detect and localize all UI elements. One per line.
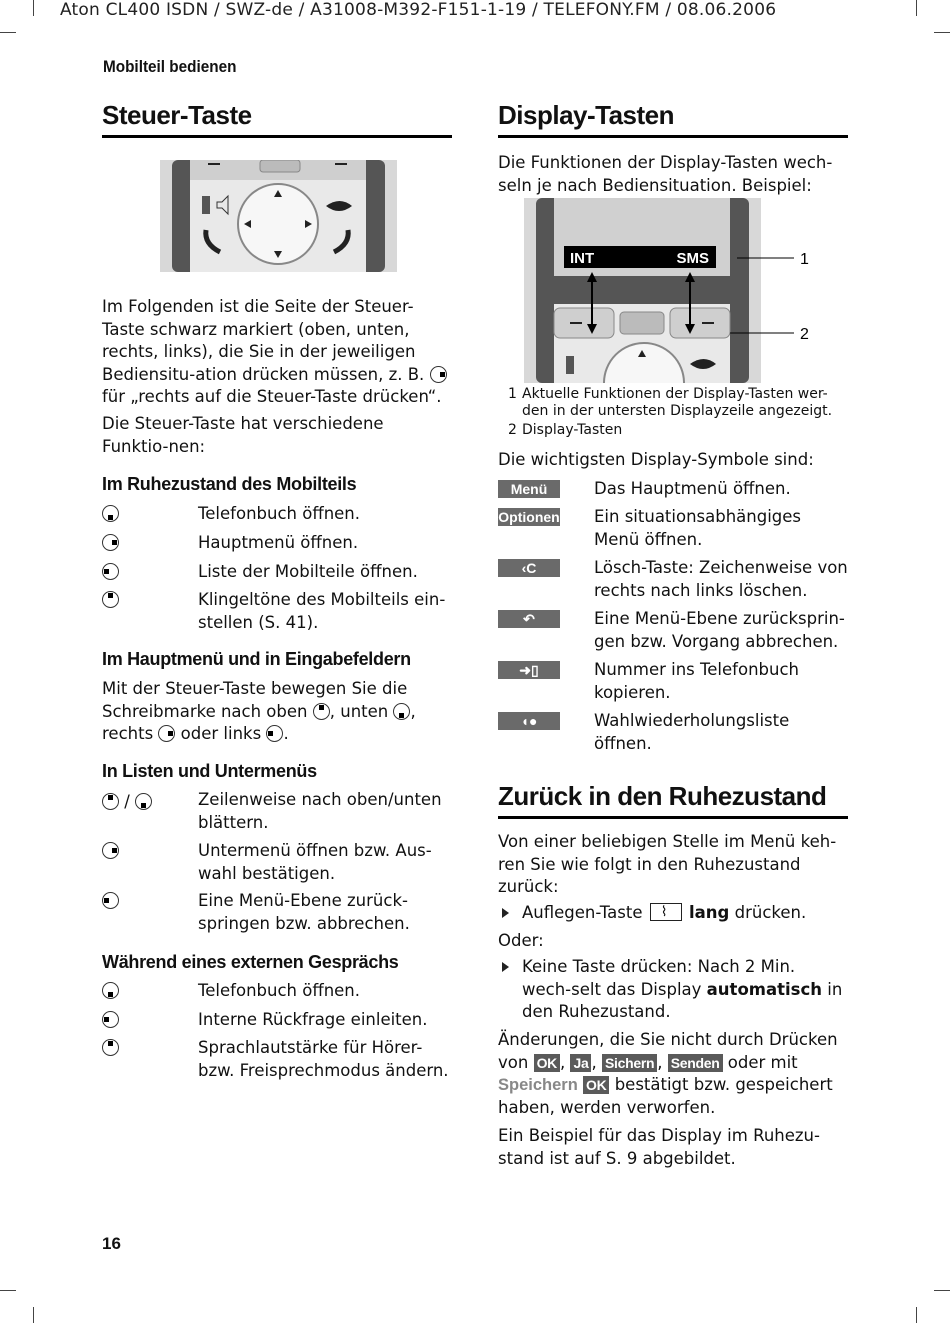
bullet-timeout: Keine Taste drücken: Nach 2 Min. wech-selt das Display automatisch in den Ruhezustand. [498,956,848,1024]
soft-key-label-left: INT [570,250,595,267]
menu-key-icon: Menü [498,480,560,498]
back-key-icon: ↶ [498,610,560,628]
crop-mark [934,32,950,33]
options-key-icon: Optionen [498,509,560,525]
ok-key-label: OK [534,1054,560,1072]
bullet-arrow-icon [502,962,509,972]
page-number: 16 [102,1234,121,1253]
crop-mark [0,1290,16,1291]
control-key-left-icon [266,725,283,742]
control-key-up-icon [102,1039,119,1056]
control-key-down-icon [135,793,152,810]
callout-1: 1 [800,251,809,268]
control-key-right-icon [102,842,119,859]
ja-key-label: Ja [570,1054,591,1072]
steuer-taste-title: Steuer-Taste [102,100,452,138]
idle-heading: Im Ruhezustand des Mobilteils [102,474,357,494]
copy-to-phonebook-icon: ➜▯ [498,661,560,679]
menu-paragraph: Mit der Steuer-Taste bewegen Sie die Schreibmarke nach oben , unten , rechts oder links . [102,679,416,743]
control-key-up-icon [102,591,119,608]
zurueck-title: Zurück in den Ruhezustand [498,781,848,819]
menu-heading: Im Hauptmenü und in Eingabefeldern [102,649,411,669]
caption-2: 2 Display-Tasten [508,422,623,438]
crop-mark [934,1290,950,1291]
senden-key-label: Senden [668,1054,723,1072]
intro-text-b: für „rechts auf die Steuer-Taste drücken“. [102,387,442,406]
crop-mark [0,32,16,33]
lists-heading: In Listen und Untermenüs [102,761,317,781]
control-key-right-icon [430,366,447,383]
crop-mark [33,1307,34,1323]
control-key-down-icon [102,505,119,522]
callout-2: 2 [800,326,809,343]
sichern-key-label: Sichern [602,1054,657,1072]
changes-paragraph: Änderungen, die Sie nicht durch Drücken von OK , Ja , Sichern , Senden oder mit Speichern OK bestätigt bzw. gespeichert haben, werden verworfen. [498,1030,838,1117]
crop-mark [916,0,917,16]
display-keys-figure [524,198,850,383]
control-key-figure [160,160,397,272]
control-key-right-icon [158,725,175,742]
symbols-intro: Die wichtigsten Display-Symbole sind: [498,450,814,469]
intro-paragraph [102,296,452,409]
soft-key-label-right: SMS [676,250,709,267]
oder-text: Oder: [498,931,544,950]
control-key-right-icon [102,534,119,551]
intro2-paragraph: Die Steuer-Taste hat verschiedene Funktio-nen: [102,414,384,456]
example-paragraph: Ein Beispiel für das Display im Ruhezu-stand ist auf S. 9 abgebildet. [498,1126,820,1168]
left-column: Steuer-Taste Im Folgenden ist die Seite der Steuer-Taste schwarz markiert (oben, unten, rechts, links), die Sie in der jeweiligen Bediensitu-ation drücken müssen, z. B. für „rechts auf die Steuer-Taste drücken“. Die Steuer-Taste hat verschiedene Funktio-nen: Im Ruhezustand des Mobilteils Telefonbuch öffnen. Hauptmenü öffnen. Liste der Mobilteile öffnen. Klingeltöne des Mobilteils ein-stellen (S. 41). Im Hauptmenü und in Eingabefeldern Mit der Steuer-Taste bewegen Sie die Schreibmarke nach oben , unten , rechts oder links . In Listen und Untermenüs / Zeilenweise nach oben/unten blättern. Untermenü öffnen bzw. Aus-wahl bestätigen. Eine Menü-Ebene zurück-springen bzw. abbrechen. Während eines externen Gesprächs Telefonbuch öffnen. Interne Rückfrage einleiten. Sprachlautstärke für Hörer-bzw. Freisprechmodus ändern. [102,100,452,138]
call-heading: Während eines externen Gesprächs [102,952,399,972]
bullet-onhook: Auflegen-Taste ⌇ lang drücken. [498,902,848,925]
bullet-arrow-icon [502,908,509,918]
zurueck-intro: Von einer beliebigen Stelle im Menü keh-ren Sie wie folgt in den Ruhezustand zurück: [498,832,837,896]
display-intro: Die Funktionen der Display-Tasten wech-seln je nach Bediensituation. Beispiel: [498,153,833,195]
crop-mark [33,0,34,16]
control-key-left-icon [102,1011,119,1028]
control-key-down-icon [102,982,119,999]
section-label: Mobilteil bedienen [103,57,237,76]
redial-list-icon: ◖● [498,712,560,730]
caption-1: 1 Aktuelle Funktionen der Display-Tasten wer-den in der untersten Displayzeile angezeigt. [508,386,833,419]
display-tasten-title: Display-Tasten [498,100,848,138]
control-key-down-icon [393,703,410,720]
running-header: Aton CL400 ISDN / SWZ-de / A31008-M392-F151-1-19 / TELEFONY.FM / 08.06.2006 [60,0,777,20]
control-key-up-icon [102,793,119,810]
control-key-up-icon [313,703,330,720]
intro-text-a: Im Folgenden ist die Seite der Steuer-Taste schwarz markiert (oben, unten, rechts, links), die Sie in der jeweiligen Bediensitu-ation drücken müssen, z. B. [102,297,425,384]
ok-key-label: OK [583,1076,609,1094]
crop-mark [916,1307,917,1323]
right-column: Display-Tasten Die Funktionen der Display-Tasten wech-seln je nach Bediensituation. Beispiel: INT SMS 1 2 1 Aktuelle Funktionen der Display-Tasten wer-den in der untersten Displayzeile angezeigt. 2 Display-Tasten Die wichtigsten Display-Symbole sind: Menü Das Hauptmenü öffnen. Optionen Ein situationsabhängiges Menü öffnen. ‹C Lösch-Taste: Zeichenweise von rechts nach links löschen. ↶ Eine Menü-Ebene zurücksprin-gen bzw. Vorgang abbrechen. ➜▯ Nummer ins Telefonbuch kopieren. ◖● Wahlwiederholungsliste öffnen. Zurück in den Ruhezustand Von einer beliebigen Stelle im Menü keh-ren Sie wie folgt in den Ruhezustand zurück: Auflegen-Taste ⌇ lang drücken. Oder: Keine Taste drücken: Nach 2 Min. wech-selt das Display automatisch in den Ruhezustand. Änderungen, die Sie nicht durch Drücken von OK , Ja , Sichern , Senden oder mit Speichern OK bestätigt bzw. gespeichert haben, werden verworfen. Ein Beispiel für das Display im Ruhezu-stand ist auf S. 9 abgebildet. [498,100,848,138]
control-key-left-icon [102,892,119,909]
delete-key-icon: ‹C [498,559,560,577]
end-call-key-icon [650,903,682,921]
speichern-label: Speichern [498,1076,578,1094]
control-key-left-icon [102,563,119,580]
